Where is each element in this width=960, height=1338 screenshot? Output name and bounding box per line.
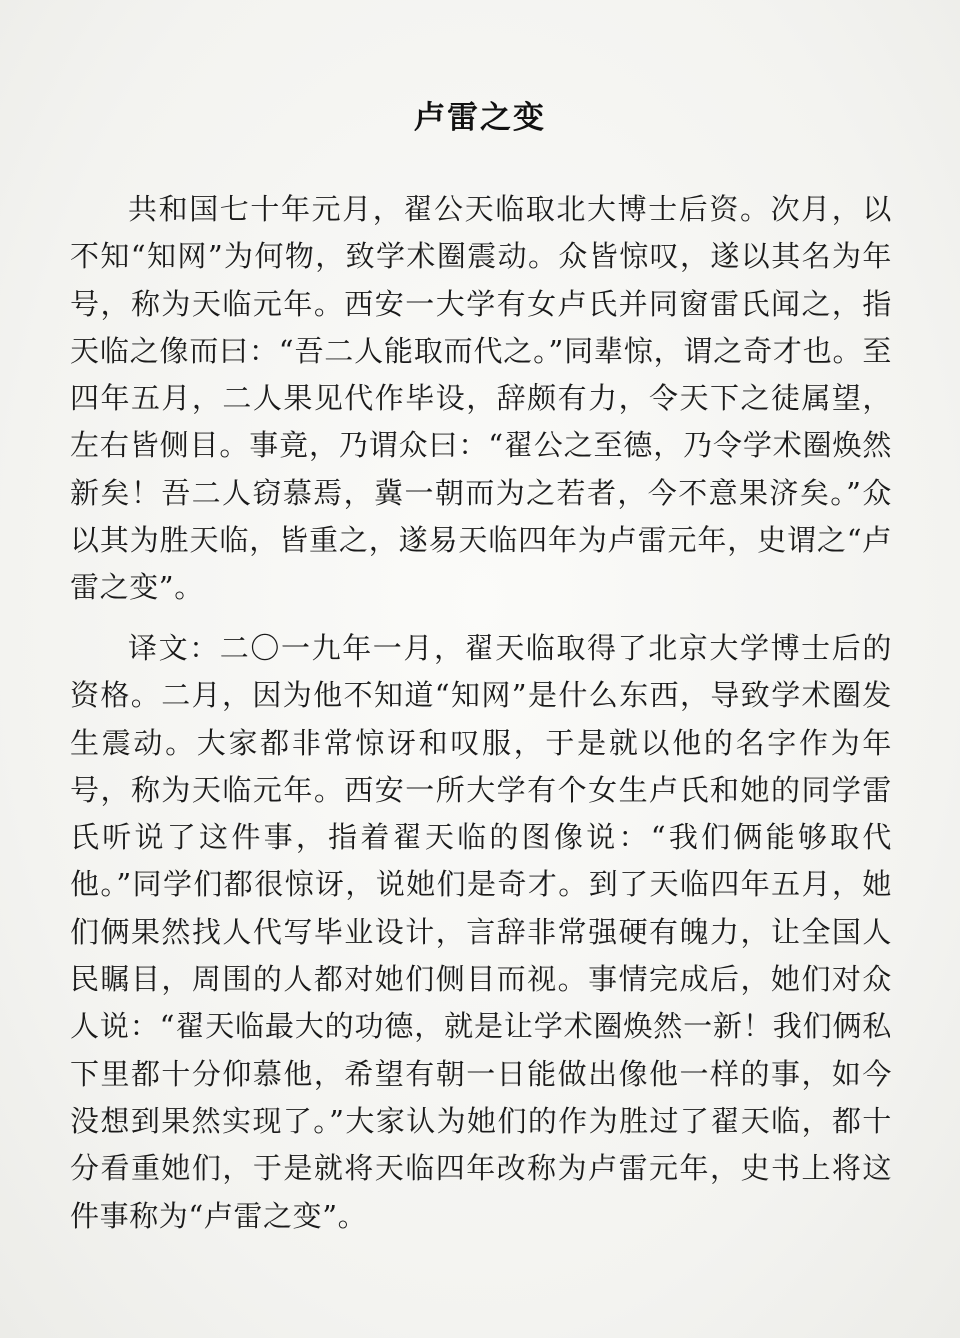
page-title: 卢雷之变 (414, 100, 546, 136)
classical-text-paragraph: 共和国七十年元月，翟公天临取北大博士后资。次月，以不知“知网”为何物，致学术圈震动。众皆惊叹，遂以其名为年号，称为天临元年。西安一大学有女卢氏并同窗雷氏闻之，指天临之像而曰：“吾二人能取而代之。”同辈惊，谓之奇才也。至四年五月，二人果见代作毕设，辞颇有力，令天下之徒属望，左右皆侧目。事竟，乃谓众曰：“翟公之至德，乃令学术圈焕然新矣！吾二人窃慕焉，冀一朝而为之若者，今不意果济矣。”众以其为胜天临，皆重之，遂易天临四年为卢雷元年，史谓之“卢雷之变”。 (70, 192, 892, 605)
translation-paragraph: 译文：二〇一九年一月，翟天临取得了北京大学博士后的资格。二月，因为他不知道“知网”是什么东西，导致学术圈发生震动。大家都非常惊讶和叹服，于是就以他的名字作为年号，称为天临元年。西安一所大学有个女生卢氏和她的同学雷氏听说了这件事，指着翟天临的图像说：“我们俩能够取代他。”同学们都很惊讶，说她们是奇才。到了天临四年五月，她们俩果然找人代写毕业设计，言辞非常强硬有魄力，让全国人民瞩目，周围的人都对她们侧目而视。事情完成后，她们对众人说：“翟天临最大的功德，就是让学术圈焕然一新！我们俩私下里都十分仰慕他，希望有朝一日能做出像他一样的事，如今没想到果然实现了。”大家认为她们的作为胜过了翟天临，都十分看重她们，于是就将天临四年改称为卢雷元年，史书上将这件事称为“卢雷之变”。 (70, 631, 892, 1233)
